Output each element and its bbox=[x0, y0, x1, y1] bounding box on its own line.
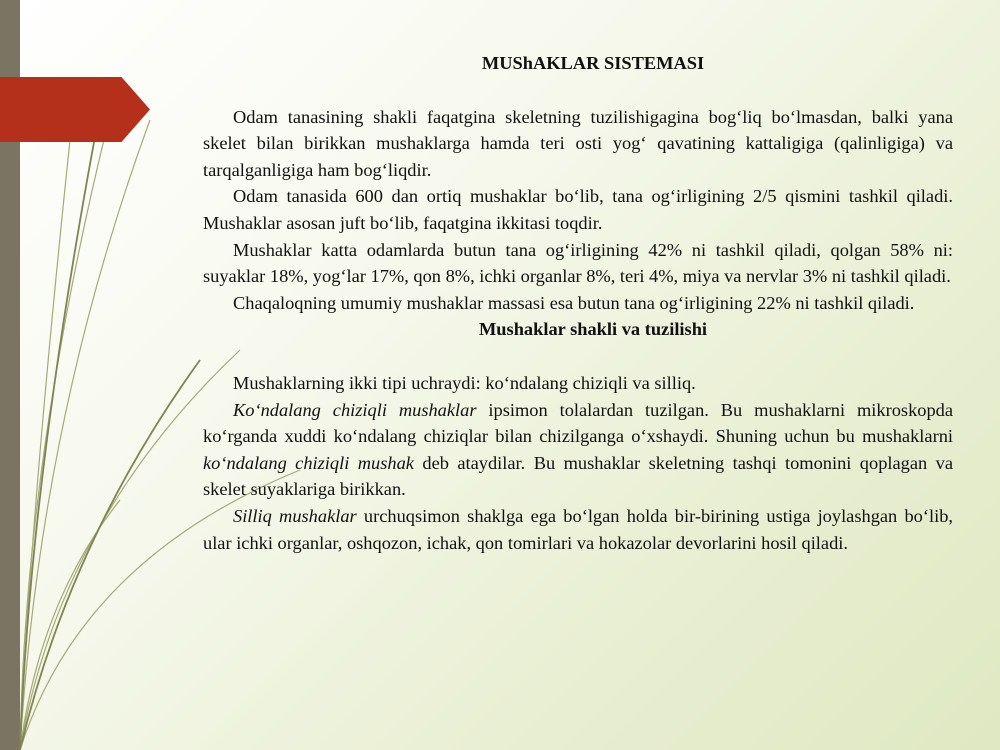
paragraph-5: Mushaklarning ikki tipi uchraydi: ko‘ndalang chiziqli va silliq. bbox=[233, 372, 696, 393]
document-body bbox=[203, 50, 953, 556]
red-arrow-banner bbox=[0, 77, 150, 142]
paragraph-7 bbox=[203, 503, 953, 556]
section-subtitle: Mushaklar shakli va tuzilishi bbox=[478, 319, 708, 340]
italic-term-smooth: Silliq mushaklar bbox=[233, 505, 357, 526]
paragraph-3: Mushaklar katta odamlarda butun tana og‘irligining 42% ni tashkil qiladi, qolgan 58% ni: suyaklar 18%, yog‘lar 17%, qon 8%, ichki organlar 8%, teri 4%, miya va nervlar 3% ni tashkil qiladi. bbox=[203, 239, 953, 287]
paragraph-6-text-b: deb ataydilar. Bu mushaklar skeletning tashqi tomonini qoplagan va skelet suyaklariga birikkan. bbox=[203, 452, 954, 500]
paragraph-4: Chaqaloqning umumiy mushaklar massasi esa butun tana og‘irligining 22% ni tashkil qiladi. bbox=[233, 292, 915, 313]
paragraph-6-text-a: ipsimon tolalardan tuzilgan. Bu mushaklarni mikroskopda ko‘rganda xuddi ko‘ndalang chiziqlar bilan chizilganga o‘xshaydi. Shuning uchun bu mushaklarni bbox=[203, 399, 954, 447]
page-title: MUShAKLAR SISTEMASI bbox=[481, 53, 705, 73]
paragraph-7-text: urchuqsimon shaklga ega bo‘lgan holda bir-birining ustiga joylashgan bo‘lib, ular ichki organlar, oshqozon, ichak, qon tomirlari va hokazolar devorlarini hosil qiladi. bbox=[203, 505, 953, 553]
italic-term-striated: Ko‘ndalang chiziqli mushaklar bbox=[233, 399, 477, 420]
paragraph-1: Odam tanasining shakli faqatgina skeletning tuzilishigagina bog‘liq bo‘lmasdan, balki yana skelet bilan birikkan mushaklarga hamda teri osti yog‘ qavatining kattaligiga (qalinligiga) va tarqalganligiga ham bog‘liqdir. bbox=[203, 106, 953, 180]
paragraph-6 bbox=[203, 397, 953, 503]
italic-term-striated-muscle: ko‘ndalang chiziqli mushak bbox=[203, 452, 414, 473]
paragraph-2: Odam tanasida 600 dan ortiq mushaklar bo‘lib, tana og‘irligining 2/5 qismini tashkil qiladi. Mushaklar asosan juft bo‘lib, faqatgina ikkitasi toqdir. bbox=[203, 186, 953, 233]
